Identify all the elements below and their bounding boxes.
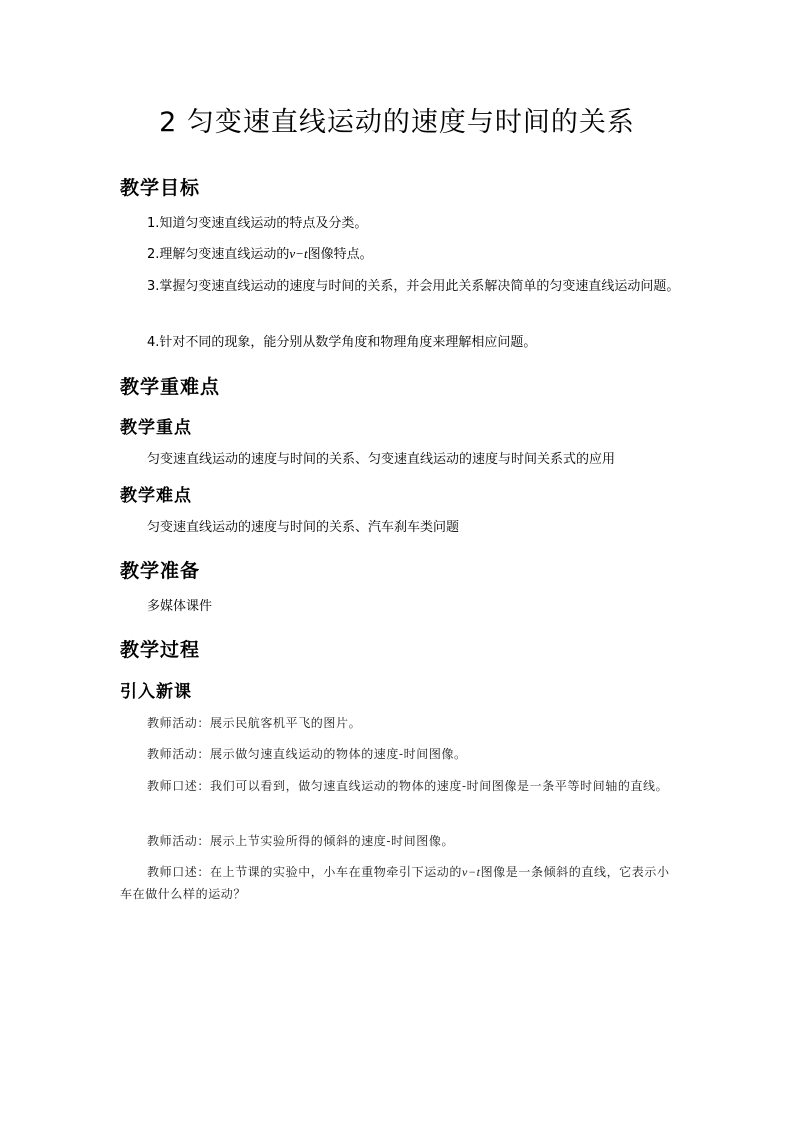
intro-line-5-text-b: 图像是一条倾斜的直线，它表示小车在做什么样的运动？ bbox=[120, 865, 670, 901]
preparation-text: 多媒体课件 bbox=[147, 599, 213, 614]
goal-item-3: 3.掌握匀变速直线运动的速度与时间的关系，并会用此关系解决简单的匀变速直线运动问题。 bbox=[147, 279, 680, 294]
goal-item-2 bbox=[120, 243, 680, 266]
heading-preparation: 教学准备 bbox=[120, 560, 201, 582]
goal-item-4: 4.针对不同的现象，能分别从数学角度和物理角度来理解相应问题。 bbox=[147, 335, 537, 350]
goal-item-1: 1.知道匀变速直线运动的特点及分类。 bbox=[147, 216, 368, 231]
vt-symbol: v−t bbox=[289, 246, 308, 261]
intro-line-2: 教师活动：展示做匀速直线运动的物体的速度-时间图像。 bbox=[147, 747, 467, 761]
intro-line-5 bbox=[120, 861, 680, 905]
intro-line-3: 教师口述：我们可以看到，做匀速直线运动的物体的速度-时间图像是一条平等时间轴的直线。 bbox=[147, 779, 669, 793]
intro-line-5-text-a: 教师口述：在上节课的实验中，小车在重物牵引下运动的 bbox=[147, 865, 463, 879]
heading-process: 教学过程 bbox=[120, 639, 201, 661]
vt-symbol-2: v−t bbox=[462, 865, 481, 879]
heading-key-difficult: 教学重难点 bbox=[120, 376, 221, 398]
heading-teaching-goals: 教学目标 bbox=[120, 177, 201, 199]
intro-line-4: 教师活动：展示上节实验所得的倾斜的速度-时间图像。 bbox=[147, 834, 455, 848]
key-points-text: 匀变速直线运动的速度与时间的关系、匀变速直线运动的速度与时间关系式的应用 bbox=[147, 452, 616, 467]
goal-item-2-text-a: 2.理解匀变速直线运动的 bbox=[147, 247, 290, 262]
difficult-points-text: 匀变速直线运动的速度与时间的关系、汽车刹车类问题 bbox=[147, 520, 460, 535]
heading-key-points: 教学重点 bbox=[120, 418, 192, 438]
heading-difficult-points: 教学难点 bbox=[120, 486, 192, 506]
heading-introduction: 引入新课 bbox=[120, 682, 192, 702]
goal-item-2-text-b: 图像特点。 bbox=[307, 247, 373, 262]
intro-line-1: 教师活动：展示民航客机平飞的图片。 bbox=[147, 716, 362, 730]
page-title: 2 匀变速直线运动的速度与时间的关系 bbox=[159, 107, 635, 138]
